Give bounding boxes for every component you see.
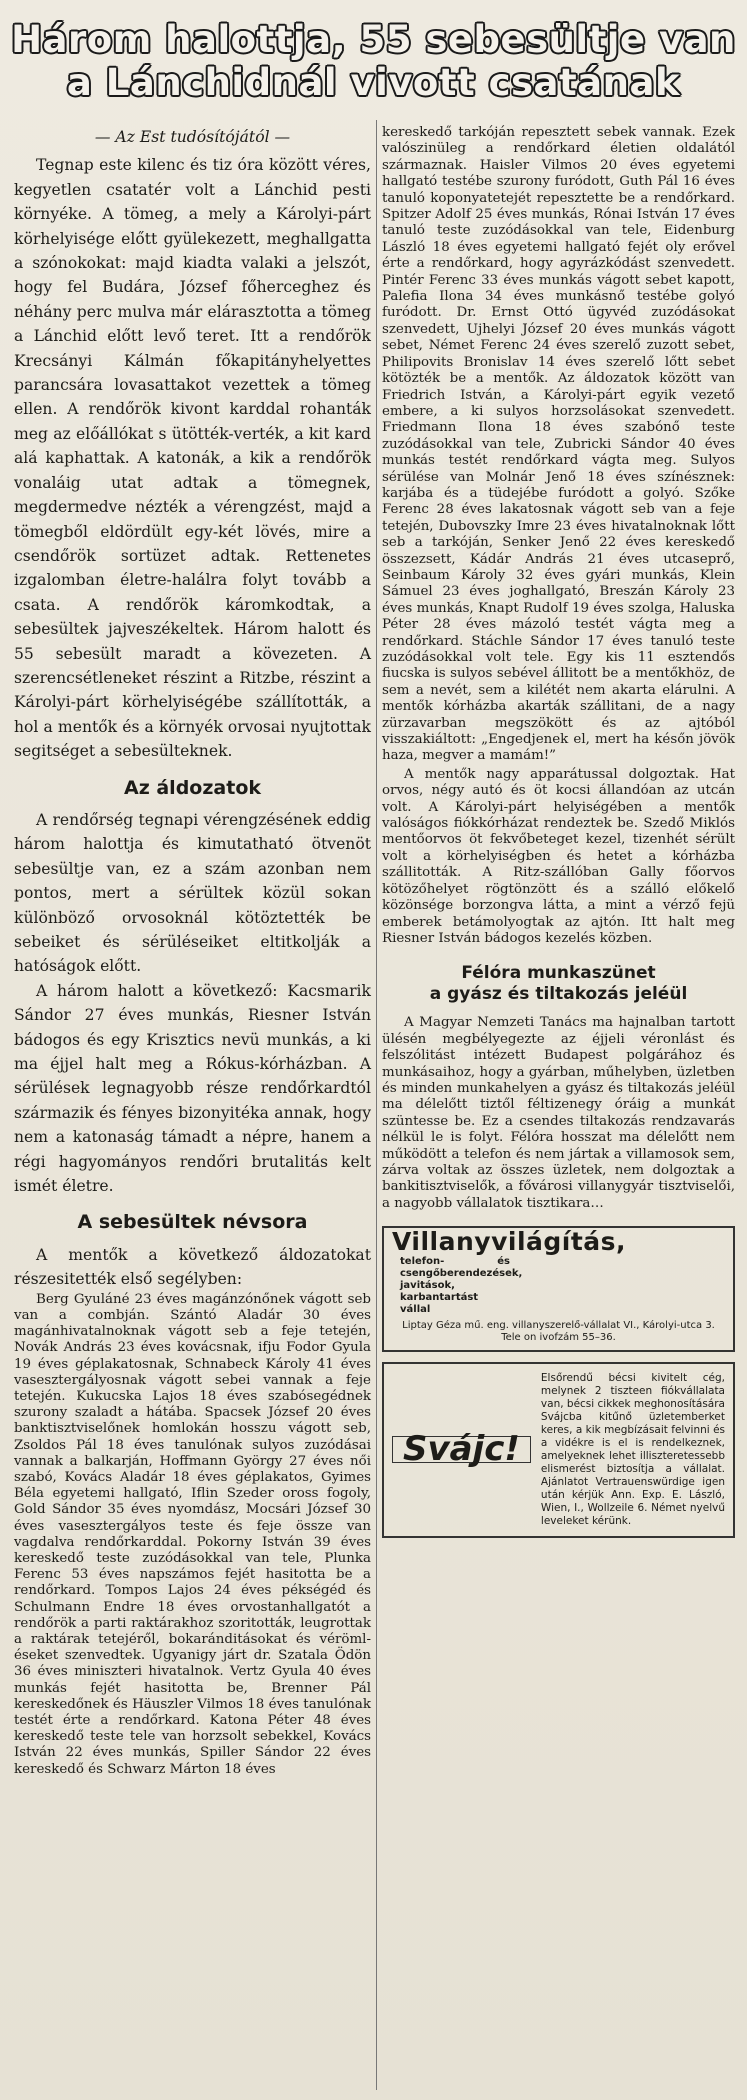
- ad-electric-title: Villanyvilágítás,: [392, 1227, 627, 1257]
- ad-electric-side: telefon- és csengőberendezések, javitások, karbantartást vállal: [400, 1255, 523, 1315]
- column-divider: [376, 120, 377, 2090]
- victims-paragraph-2: A három halott a következő: Kacsmarik Sándor 27 éves munkás, Riesner István bádogos és egy Krisztics nevü munkás, a ki ma éjjel halt meg a Rókus-kórházban. A sérülések legnagyobb része rendőrkardtól származik és fényes bizonyitéka annak, hogy nem a katonaság támadt a népre, hanem a régi hagyományos rendőri brutalitás kelt ismét életre.: [14, 981, 371, 1196]
- section-title-victims: Az áldozatok: [123, 776, 262, 799]
- byline: — Az Est tudósítójától —: [94, 128, 291, 146]
- right-column: [382, 125, 735, 1538]
- section-title-wounded-list: A sebesültek névsora: [77, 1211, 308, 1234]
- headline: [10, 18, 737, 104]
- right-paragraph-1: kereskedő tarkóján repesztett sebek vannak. Ezek valószinüleg a rendőrkard életien oldalától származnak. Haisler Vilmos 20 éves egyetemi hallgató testébe szurony furódott, Guth Pál 16 éves tanuló koponyatetejét repesztette be a rendőrkard. Spitzer Adolf 25 éves munkás, Rónai István 17 éves tanuló teste zuzódásokkal van tele, Eidenburg László 18 éves egyetemi hallgató fejét oly erővel érte a rendőrkard, hogy agyrázkódást szenvedett. Pintér Ferenc 33 éves munkás vágott sebet kapott, Palefia Ilona 34 éves munkásnő testébe golyó furódott. Dr. Ernst Ottó ügyvéd zuzódásokat szenvedett, Ujhelyi József 20 éves munkás vágott sebet, Német Ferenc 24 éves szerelő zuzott sebet, Philipovits Bronislav 14 éves szerelő lőtt sebet kötözték be a mentők. Az áldozatok között van Friedrich István, a Károlyi-párt egyik vezető embere, a ki sulyos horzsolásokat szenvedett. Friedmann Ilona 18 éves szabónő teste zuzódásokkal van tele, Zubricki Sándor 40 éves munkás testét rendőrkard vágta meg. Sulyos sérülése van Molnár Jenő 18 éves színésznek: karjába és a tüdejébe furódott a golyó. Szőke Ferenc 28 éves lakatosnak vágott seb van a feje tetején, Dubovszky Imre 23 éves hivatalnoknak lőtt seb a tarkóján, Senker Jenő 22 éves kereskedő összezsett, Kádár András 21 éves utcaseprő, Seinbaum Károly 32 éves gyári munkás, Klein Sámuel 23 éves joghallgató, Breszán Károly 23 éves munkás, Knapt Rudolf 19 éves szolga, Haluska Péter 28 éves mázoló testét vágta meg a rendőrkard. Stáchle Sándor 17 éves tanuló teste zuzódásokkal volt tele. Egy kis 11 esztendős fiucska is sulyos sebével állitott be a mentőkhöz, de sem a nevét, sem a kilétét nem akarta elárulni. A mentők kórházba akarták szállitani, de a nagy zürzavarban megszökött és az ajtóból visszakiáltott: „Engedjenek el, mert ha későn jövök haza, megver a mamám!”: [382, 125, 735, 764]
- wounded-list: Berg Gyuláné 23 éves magánzónőnek vágott seb van a combján. Szántó Aladár 30 éves magánhivatalnoknak vágott seb a feje tetején, Novák András 23 éves kovácsnak, ifju Fodor Gyula 19 éves géplakatosnak, Schnabeck Károly 41 éves vasesztergályosnak vágott sebei vannak a feje tetején. Kukucska Lajos 18 éves szabósegédnek szurony szaladt a hátába. Spacsek József 20 éves banktisztviselőnek homlokán hosszu vágott seb, Zsoldos Pál 18 éves tanulónak sulyos zuzódásai vannak a balkarján, Hoffmann György 27 éves női szabó, Kovács Aladár 18 éves géplakatos, Gyimes Béla egyetemi hallgató, Iflin Szeder oross fogoly, Gold Sándor 35 éves nyomdász, Mocsári József 30 éves vasesztergályos teste és feje össze van vagdalva rendőrkarddal. Pokorny István 39 éves kereskedő teste zuzódásokkal van tele, Plunka Ferenc 53 éves napszámos fejét hasitotta be a rendőrkard. Tompos Lajos 24 éves pékségéd és Schulmann Endre 18 éves orvostanhallgatót a rendőrök a parti raktárakhoz szoritották, leugrottak a raktárak tetejéről, bokaránditásokat és vérömléseket szenvedtek. Ugyanigy járt dr. Szatala Ödön 36 éves miniszteri hivatalnok. Vertz Gyula 40 éves munkás fejét hasitotta be, Brenner Pál kereskedőnek és Häuszler Vilmos 18 éves tanulónak testét érte a rendőrkard. Katona Péter 48 éves kereskedő teste tele van horzsolt sebekkel, Kovács István 22 éves munkás, Spiller Sándor 22 éves kereskedő és Schwarz Márton 18 éves: [14, 1291, 371, 1777]
- section-title-work-stoppage: [382, 963, 735, 1005]
- right-paragraph-2: A mentők nagy apparátussal dolgoztak. Hat orvos, négy autó és öt kocsi állandóan az utcán volt. A Károlyi-párt helyiségében a mentők valóságos fiókkórházat rendeztek be. Szedő Miklós mentőorvos öt fekvőbeteget kezel, tizenhét sérült volt a körhelyiségben és hetet a kórházba szállitották. A Ritz-szállóban Gally főorvos kötözőhelyet rögtönzött és a szálló előkelő közönsége borzongva látta, a mint a vérző fejü emberek betámolyogtak az ajtón. Itt halt meg Riesner István bádogos kezelés közben.: [382, 766, 735, 946]
- wounded-intro: A mentők a következő áldozatokat részesitették első segélyben:: [14, 1245, 371, 1289]
- headline-line-1: Három halottja, 55 sebesültje van: [11, 18, 736, 61]
- ad-switzerland-title: Svájc!: [392, 1436, 531, 1462]
- stoppage-paragraph: A Magyar Nemzeti Tanács ma hajnalban tartott ülésén megbélyegezte az éjjeli véronlást és felszólitást intézett Budapest polgárához és munkásaihoz, hogy a gyárban, műhelyben, üzletben és minden munkahelyen a gyász és tiltakozás jeléül ma délelőtt tiztől féltizenegy óráig a munkát szüntesse be. Ez a csendes tiltakozás rendzavarás nélkül le is folyt. Félóra hosszat ma délelőtt nem működött a telefon és nem jártak a villamosok sem, zárva voltak az összes üzletek, nem dolgoztak a bankitisztviselők, a fővárosi villanygyár tisztviselői, a nagyobb vállalatok tisztikara…: [382, 1015, 735, 1211]
- advertisement-switzerland: [382, 1362, 735, 1538]
- intro-paragraph: Tegnap este kilenc és tiz óra között véres, kegyetlen csatatér volt a Lánchid pesti környéke. A tömeg, a mely a Károlyi-párt körhelyisége előtt gyülekezett, meghallgatta a szónokokat: majd kiadta valaki a jelszót, hogy fel Budára, József főherceghez és néhány perc mulva már elárasztotta a tömeg a Lánchid előtt levő teret. Itt a rendőrök Krecsányi Kálmán főkapitányhelyettes parancsára lovasattakot vezettek a tömeg ellen. A rendőrök kivont karddal rohanták meg az előállókat s ütötték-verték, a kit kard alá kaphattak. A katonák, a kik a rendőrök vonaláig utat adtak a tömegnek, megdermedve nézték a vérengzést, majd a tömegből eldördült egy-két lövés, mire a csendőrök sortüzet adtak. Rettenetes izgalomban életre-halálra folyt tovább a csata. A rendőrök káromkodtak, a sebesültek jajveszékeltek. Három halott és 55 sebesült maradt a kövezeten. A szerencsétleneket részint a Ritzbe, részint a Károlyi-párt körhelyiségébe szállították, a hol a mentők és a környék orvosai nyujtottak segitséget a sebesülteknek.: [14, 156, 371, 761]
- section-title-line-1: Félóra munkaszünet: [461, 963, 656, 984]
- section-title-line-2: a gyász és tiltakozás jeléül: [429, 984, 688, 1005]
- victims-paragraph-1: A rendőrség tegnapi vérengzésének eddig három halottja és kimutatható ötvenöt sebesültje van, ez a szám azonban nem pontos, mert a sérültek közül sokan különböző orvosoknál kötöztették be sebeiket és sérüléseiket eltitkolják a hatóságok előtt.: [14, 810, 371, 976]
- headline-line-2: a Lánchidnál vivott csatának: [66, 61, 681, 104]
- advertisement-electric: [382, 1226, 735, 1351]
- ad-electric-address: Liptay Géza mű. eng. villanyszerelő-vállalat VI., Károlyi-utca 3. Tele on ivofzám 55–36.: [402, 1319, 715, 1343]
- ad-switzerland-text: Elsőrendű bécsi kivitelt cég, melynek 2 tiszteen fiókvállalata van, bécsi cikkek meghonosítására Svájcba kitűnő üzletemberket keres, a kik megbízásait felvinni és a vidékre is el is rendelkeznek, amelyeknek lehet illiszteretessebb elismerést biztosítja a vállalat. Ajánlatot Vertrauenswürdige igen után kérjük Ann. Exp. E. László, Wien, I., Wollzeile 6. Német nyelvű leveleket kérünk.: [540, 1371, 725, 1527]
- left-column: [14, 125, 371, 1778]
